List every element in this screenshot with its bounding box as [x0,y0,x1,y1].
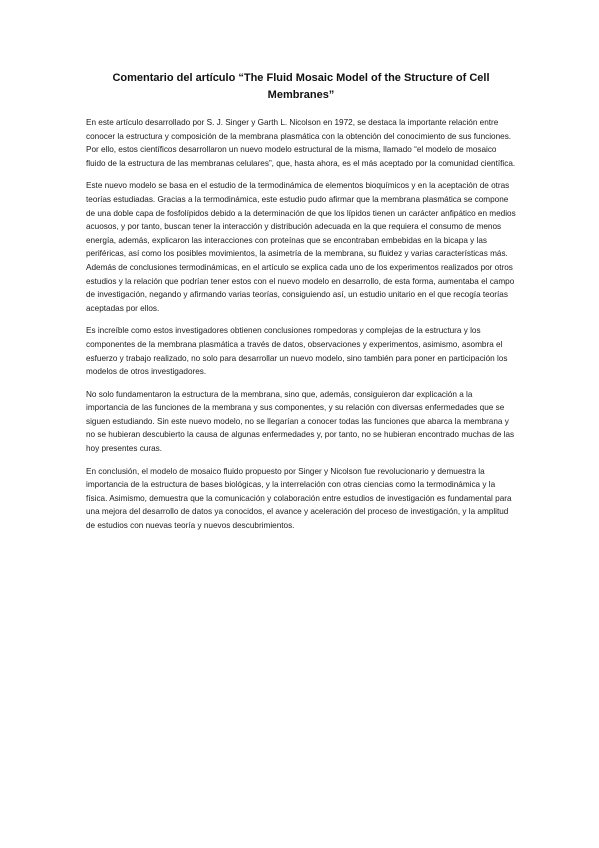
paragraph-functions: No solo fundamentaron la estructura de la membrana, sino que, además, consiguieron dar explicación a la importancia de las funciones de la membrana y sus componentes, y su relación con diversas enfermedades que se siguen estudiando. Sin este nuevo modelo, no se llegarían a conocer todas las funciones que abarca la membrana y no se hubieran descubierto la causa de algunas enfermedades y, por tanto, no se hubieran encontrado muchas de las hoy presentes curas. [86,389,515,454]
paragraph-model-basis: Este nuevo modelo se basa en el estudio de la termodinámica de elementos bioquímicos y en la aceptación de otras teorías estudiadas. Gracias a la termodinámica, este estudio pudo afirmar que la membrana plasmática se compone de una doble capa de fosfolípidos debido a la determinación de que los lípidos tienen un carácter anfipático en medios acuosos, y por tanto, buscan tener la interacción y distribución adecuada en la que requiera el consumo de menos energía, además, explicaron las interacciones con proteínas que se encontraban embebidas en la bicapa y las periféricas, así como los posibles movimientos, la asimetría de la membrana, su fluidez y varias características más. Además de conclusiones termodinámicas, en el artículo se explica cada uno de los experimentos realizados por otros estudios y la relación que podrían tener estos con el nuevo modelo en desarrollo, de esta forma, aumentaba el campo de investigación, negando y afirmando varias teorías, consiguiendo así, un estudio unitario en el que recogía teorías aceptadas por ellos. [86,181,516,313]
document-title: Comentario del artículo “The Fluid Mosaic Model of the Structure of Cell Membranes” [112,72,490,101]
paragraph-conclusion: En conclusión, el modelo de mosaico fluido propuesto por Singer y Nicolson fue revolucionario y demuestra la importancia de la estructura de bases biológicas, y la interrelación con otras ciencias como la termodinámica y la física. Asimismo, demuestra que la comunicación y colaboración entre estudios de investigación es fundamental para una mejora del desarrollo de datos ya conocidos, el avance y aceleración del proceso de investigación, y la amplitud de estudios con nuevas teoría y nuevos descubrimientos. [86,466,512,531]
document-body [86,70,516,542]
paragraph-opinion: Es increíble como estos investigadores obtienen conclusiones rompedoras y complejas de la estructura y los componentes de la membrana plasmática a través de datos, observaciones y experimentos, asimismo, asombra el esfuerzo y trabajo realizado, no solo para desarrollar un nuevo modelo, sino también para poner en participación los modelos de otros investigadores. [86,326,508,377]
paragraph-intro: En este artículo desarrollado por S. J. Singer y Garth L. Nicolson en 1972, se destaca la importante relación entre conocer la estructura y composición de la membrana plasmática con la obtención del conocimiento de sus funciones. Por ello, estos científicos desarrollaron un nuevo modelo estructural de la misma, llamado “el modelo de mosaico fluido de la estructura de las membranas celulares”, que, hasta ahora, es el más aceptado por la comunidad científica. [86,118,516,168]
